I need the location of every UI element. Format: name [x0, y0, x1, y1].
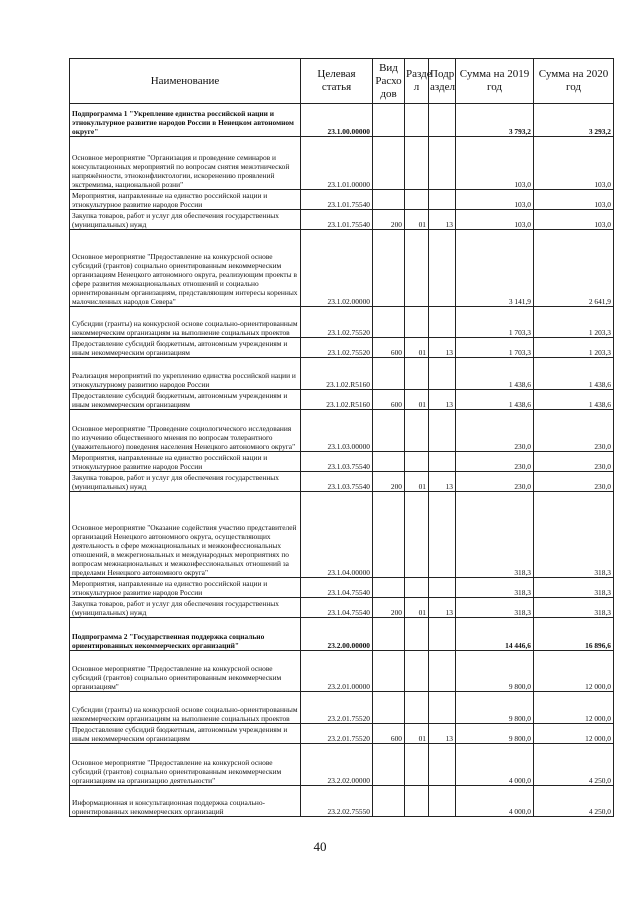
table-row	[70, 210, 614, 230]
row-code: 23.1.01.75540	[301, 210, 373, 230]
row-vid: 600	[373, 724, 405, 744]
row-sum-2019: 14 446,6	[456, 618, 534, 651]
row-vid	[373, 578, 405, 598]
row-sum-2020: 4 250,0	[534, 786, 614, 817]
row-vid: 200	[373, 210, 405, 230]
row-vid	[373, 744, 405, 786]
row-vid	[373, 618, 405, 651]
row-code: 23.2.01.75520	[301, 724, 373, 744]
row-sum-2019: 1 703,3	[456, 338, 534, 358]
row-sum-2020: 4 250,0	[534, 744, 614, 786]
row-code: 23.1.02.R5160	[301, 390, 373, 410]
row-podr	[429, 492, 456, 578]
row-sum-2019: 230,0	[456, 410, 534, 452]
row-code: 23.1.03.00000	[301, 410, 373, 452]
row-name: Мероприятия, направленные на единство российской нации и этнокультурное развитие народов России	[70, 578, 301, 598]
table-row	[70, 338, 614, 358]
row-sum-2020: 2 641,9	[534, 230, 614, 307]
row-code: 23.2.01.75520	[301, 692, 373, 724]
row-sum-2020: 12 000,0	[534, 692, 614, 724]
row-name: Основное мероприятие "Организация и проведение семинаров и консультационных мероприятий по вопросам снятия межэтнической напряжённости, этноконфликтологии, искоренению проявлений экстремизма, национальной розни"	[70, 137, 301, 190]
row-razd	[405, 452, 429, 472]
table-row	[70, 358, 614, 390]
row-name: Основное мероприятие "Предоставление на конкурсной основе субсидий (грантов) социально ориентированным некоммерческим организациям"	[70, 651, 301, 692]
row-name: Основное мероприятие "Предоставление на конкурсной основе субсидий (грантов) социально ориентированным некоммерческим организациям Ненецкого автономного округа, реализующим проекты в сфере развития межнациональных отношений и социально ориентированным организациям, представляющим интересы коренных малочисленных народов Севера"	[70, 230, 301, 307]
row-razd	[405, 358, 429, 390]
row-podr	[429, 137, 456, 190]
row-name: Субсидии (гранты) на конкурсной основе социально-ориентированным некоммерческим организациям на выполнение социальных проектов	[70, 307, 301, 338]
row-vid	[373, 190, 405, 210]
table-row	[70, 190, 614, 210]
row-sum-2019: 103,0	[456, 137, 534, 190]
row-sum-2019: 4 000,0	[456, 744, 534, 786]
row-razd	[405, 651, 429, 692]
row-razd: 01	[405, 390, 429, 410]
row-code: 23.1.04.00000	[301, 492, 373, 578]
budget-table	[69, 58, 614, 817]
row-name: Закупка товаров, работ и услуг для обеспечения государственных (муниципальных) нужд	[70, 210, 301, 230]
row-name: Подпрограмма 2 "Государственная поддержка социально ориентированных некоммерческих организаций"	[70, 618, 301, 651]
row-code: 23.1.02.75520	[301, 338, 373, 358]
row-sum-2020: 12 000,0	[534, 651, 614, 692]
row-sum-2019: 3 141,9	[456, 230, 534, 307]
row-sum-2019: 9 800,0	[456, 651, 534, 692]
row-razd	[405, 104, 429, 137]
row-sum-2019: 9 800,0	[456, 724, 534, 744]
table-row	[70, 651, 614, 692]
row-vid	[373, 452, 405, 472]
row-razd: 01	[405, 724, 429, 744]
row-sum-2020: 1 203,3	[534, 307, 614, 338]
row-vid	[373, 307, 405, 338]
row-code: 23.1.01.00000	[301, 137, 373, 190]
row-sum-2020: 103,0	[534, 190, 614, 210]
row-podr	[429, 692, 456, 724]
row-code: 23.1.04.75540	[301, 578, 373, 598]
row-razd: 01	[405, 472, 429, 492]
row-vid	[373, 230, 405, 307]
row-sum-2020: 16 896,6	[534, 618, 614, 651]
row-vid	[373, 651, 405, 692]
table-row	[70, 390, 614, 410]
row-razd	[405, 190, 429, 210]
row-sum-2019: 1 438,6	[456, 390, 534, 410]
row-razd	[405, 492, 429, 578]
header-name: Наименование	[70, 59, 301, 104]
table-row	[70, 618, 614, 651]
row-vid: 600	[373, 338, 405, 358]
row-podr	[429, 190, 456, 210]
row-vid	[373, 492, 405, 578]
row-vid	[373, 104, 405, 137]
row-vid: 600	[373, 390, 405, 410]
row-vid	[373, 786, 405, 817]
row-vid: 200	[373, 472, 405, 492]
row-code: 23.1.03.75540	[301, 452, 373, 472]
row-code: 23.2.02.75550	[301, 786, 373, 817]
row-razd	[405, 137, 429, 190]
row-podr	[429, 230, 456, 307]
row-razd	[405, 578, 429, 598]
row-sum-2019: 1 438,6	[456, 358, 534, 390]
row-name: Мероприятия, направленные на единство российской нации и этнокультурное развитие народов России	[70, 452, 301, 472]
table-row	[70, 598, 614, 618]
row-sum-2020: 230,0	[534, 410, 614, 452]
row-razd	[405, 307, 429, 338]
row-name: Закупка товаров, работ и услуг для обеспечения государственных (муниципальных) нужд	[70, 472, 301, 492]
row-sum-2020: 318,3	[534, 598, 614, 618]
row-podr: 13	[429, 472, 456, 492]
row-name: Основное мероприятие "Оказание содействия участию представителей организаций Ненецкого автономного округа, осуществляющих деятельность в сфере межнациональных и межконфессиональных отношений, в межрегиональных и международных мероприятиях по вопросам межнациональных и межконфессиональных отношений за пределами Ненецкого автономного округа"	[70, 492, 301, 578]
row-code: 23.1.02.75520	[301, 307, 373, 338]
row-sum-2020: 3 293,2	[534, 104, 614, 137]
table-row	[70, 137, 614, 190]
row-razd	[405, 786, 429, 817]
row-podr	[429, 744, 456, 786]
table-row	[70, 230, 614, 307]
row-vid	[373, 410, 405, 452]
row-code: 23.2.01.00000	[301, 651, 373, 692]
row-sum-2020: 103,0	[534, 210, 614, 230]
row-podr: 13	[429, 338, 456, 358]
row-sum-2020: 1 438,6	[534, 358, 614, 390]
row-name: Основное мероприятие "Предоставление на конкурсной основе субсидий (грантов) социально ориентированным некоммерческим организациям на организацию деятельности"	[70, 744, 301, 786]
row-razd	[405, 744, 429, 786]
row-podr: 13	[429, 598, 456, 618]
header-vid: Вид Расхо дов	[373, 59, 405, 104]
table-row	[70, 724, 614, 744]
row-podr	[429, 578, 456, 598]
row-vid	[373, 358, 405, 390]
header-code: Целевая статья	[301, 59, 373, 104]
row-sum-2020: 12 000,0	[534, 724, 614, 744]
row-podr: 13	[429, 390, 456, 410]
header-razd: Разде л	[405, 59, 429, 104]
row-podr	[429, 651, 456, 692]
row-podr	[429, 104, 456, 137]
row-sum-2020: 318,3	[534, 492, 614, 578]
row-code: 23.2.02.00000	[301, 744, 373, 786]
row-name: Предоставление субсидий бюджетным, автономным учреждениям и иным некоммерческим организациям	[70, 338, 301, 358]
row-podr	[429, 307, 456, 338]
row-name: Подпрограмма 1 "Укрепление единства российской нации и этнокультурное развитие народов России в Ненецком автономном округе"	[70, 104, 301, 137]
row-name: Закупка товаров, работ и услуг для обеспечения государственных (муниципальных) нужд	[70, 598, 301, 618]
row-sum-2020: 230,0	[534, 472, 614, 492]
table-row	[70, 410, 614, 452]
row-vid	[373, 137, 405, 190]
row-code: 23.1.02.R5160	[301, 358, 373, 390]
row-sum-2019: 103,0	[456, 190, 534, 210]
row-podr: 13	[429, 724, 456, 744]
row-sum-2020: 318,3	[534, 578, 614, 598]
row-code: 23.2.00.00000	[301, 618, 373, 651]
header-sum-2020: Сумма на 2020 год	[534, 59, 614, 104]
header-sum-2019: Сумма на 2019 год	[456, 59, 534, 104]
page-number: 40	[313, 839, 327, 854]
row-sum-2019: 318,3	[456, 578, 534, 598]
row-podr	[429, 786, 456, 817]
table-row	[70, 472, 614, 492]
row-code: 23.1.00.00000	[301, 104, 373, 137]
row-razd: 01	[405, 210, 429, 230]
row-name: Предоставление субсидий бюджетным, автономным учреждениям и иным некоммерческим организациям	[70, 724, 301, 744]
row-razd: 01	[405, 338, 429, 358]
row-sum-2020: 230,0	[534, 452, 614, 472]
row-razd	[405, 618, 429, 651]
row-code: 23.1.02.00000	[301, 230, 373, 307]
row-sum-2019: 318,3	[456, 492, 534, 578]
row-razd	[405, 230, 429, 307]
table-row	[70, 692, 614, 724]
row-razd: 01	[405, 598, 429, 618]
row-sum-2019: 318,3	[456, 598, 534, 618]
row-podr	[429, 618, 456, 651]
row-name: Реализация мероприятий по укреплению единства российской нации и этнокультурному развитию народов России	[70, 358, 301, 390]
row-sum-2020: 1 203,3	[534, 338, 614, 358]
row-vid	[373, 692, 405, 724]
row-podr: 13	[429, 210, 456, 230]
row-podr	[429, 452, 456, 472]
row-code: 23.1.04.75540	[301, 598, 373, 618]
row-sum-2019: 1 703,3	[456, 307, 534, 338]
table-row	[70, 744, 614, 786]
row-code: 23.1.01.75540	[301, 190, 373, 210]
row-razd	[405, 692, 429, 724]
row-podr	[429, 358, 456, 390]
row-sum-2019: 230,0	[456, 472, 534, 492]
table-row	[70, 786, 614, 817]
row-name: Субсидии (гранты) на конкурсной основе социально-ориентированным некоммерческим организациям на выполнение социальных проектов	[70, 692, 301, 724]
row-sum-2020: 103,0	[534, 137, 614, 190]
table-row	[70, 492, 614, 578]
row-name: Информационная и консультационная поддержка социально-ориентированных некоммерческих организаций	[70, 786, 301, 817]
row-vid: 200	[373, 598, 405, 618]
table-row	[70, 452, 614, 472]
table-row	[70, 578, 614, 598]
table-row	[70, 104, 614, 137]
row-podr	[429, 410, 456, 452]
row-code: 23.1.03.75540	[301, 472, 373, 492]
header-podr: Подр аздел	[429, 59, 456, 104]
row-name: Мероприятия, направленные на единство российской нации и этнокультурное развитие народов России	[70, 190, 301, 210]
table-row	[70, 307, 614, 338]
row-razd	[405, 410, 429, 452]
table-body	[70, 104, 614, 817]
row-sum-2019: 9 800,0	[456, 692, 534, 724]
header-row	[70, 59, 614, 104]
row-name: Предоставление субсидий бюджетным, автономным учреждениям и иным некоммерческим организациям	[70, 390, 301, 410]
row-sum-2019: 3 793,2	[456, 104, 534, 137]
row-sum-2019: 4 000,0	[456, 786, 534, 817]
row-name: Основное мероприятие "Проведение социологического исследования по изучению общественного мнения по вопросам толерантного (уважительного) поведения населения Ненецкого автономного округа"	[70, 410, 301, 452]
row-sum-2019: 230,0	[456, 452, 534, 472]
row-sum-2019: 103,0	[456, 210, 534, 230]
row-sum-2020: 1 438,6	[534, 390, 614, 410]
